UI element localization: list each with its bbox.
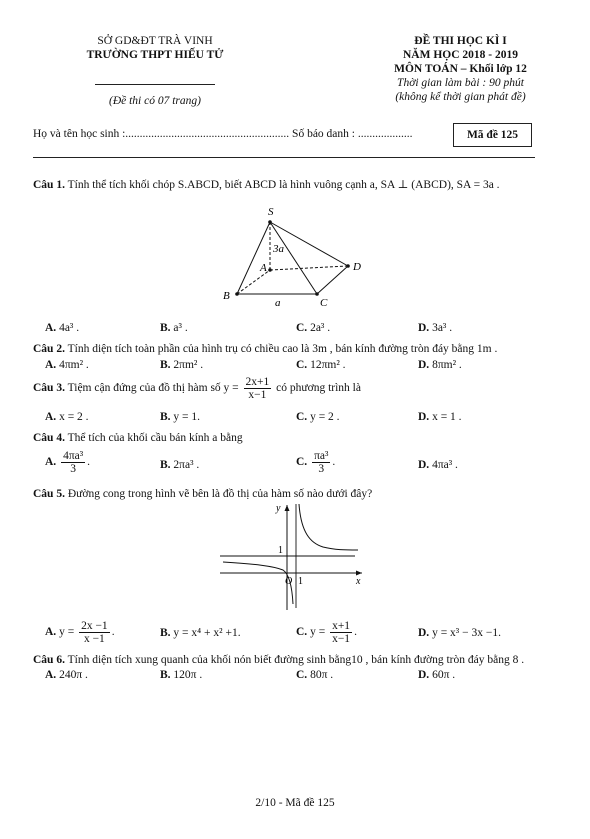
option-d[interactable]: D. x = 1 . <box>418 411 462 423</box>
page-footer: 2/10 - Mã đề 125 <box>255 797 335 809</box>
option-d[interactable]: D. y = x³ − 3x −1. <box>418 627 501 639</box>
option-c[interactable]: C. 80π . <box>296 669 334 681</box>
option-d[interactable]: D. 8πm² . <box>418 359 462 371</box>
edge-sc <box>270 222 317 294</box>
page-count-note: (Đề thi có 07 trang) <box>109 95 201 107</box>
option-b[interactable]: B. 120π . <box>160 669 203 681</box>
student-divider <box>33 157 535 158</box>
question-5-text: Đường cong trong hình vẽ bên là đồ thị của hàm số nào dưới đây? <box>67 488 373 500</box>
y-one-label: 1 <box>278 545 283 556</box>
department-name: SỞ GD&ĐT TRÀ VINH <box>97 35 213 47</box>
x-axis-arrow <box>356 571 362 576</box>
option-b[interactable]: B. a³ . <box>160 322 188 334</box>
exam-header <box>358 34 563 104</box>
curve-right-branch <box>299 504 358 550</box>
vertex-a <box>268 268 272 272</box>
question-5-label: Câu 5. <box>33 488 65 500</box>
student-info-line: Họ và tên học sinh :......................................................... Số báo danh : ................... <box>33 128 413 140</box>
option-c[interactable]: C. y = $\frac{x+1}{x-1}$ . <box>296 620 357 645</box>
option-a[interactable]: A. y = $\frac{2x -1}{x -1}$ . <box>45 620 115 645</box>
question-1 <box>33 178 573 192</box>
option-d[interactable]: D. 60π . <box>418 669 456 681</box>
question-3-text: Tiệm cận đứng của đồ thị hàm số y = <box>67 382 239 395</box>
label-a: A <box>260 262 267 274</box>
option-a[interactable]: A. x = 2 . <box>45 411 89 423</box>
vertex-d <box>346 264 350 268</box>
y-axis-arrow <box>285 505 290 511</box>
question-3 <box>33 376 573 401</box>
label-d: D <box>353 261 361 273</box>
option-a[interactable]: A. 240π . <box>45 669 88 681</box>
option-b[interactable]: B. 2πa³ . <box>160 459 200 471</box>
label-b: B <box>223 290 230 302</box>
label-sa-length: 3a <box>273 243 284 255</box>
edge-ad <box>270 266 348 270</box>
edge-sb <box>237 222 270 294</box>
question-2-label: Câu 2. <box>33 343 65 355</box>
edge-cd <box>317 266 348 294</box>
question-6-options <box>0 669 590 683</box>
question-6-text: Tính diện tích xung quanh của khối nón biết đường sinh bằng10 , bán kính đường tròn đáy bằng 8 . <box>67 654 525 666</box>
x-one-label: 1 <box>298 576 303 587</box>
subject: MÔN TOÁN – Khối lớp 12 <box>394 63 527 75</box>
duration-note: (không kể thời gian phát đề) <box>395 91 526 103</box>
duration: Thời gian làm bài : 90 phút <box>397 77 524 89</box>
label-s: S <box>268 206 274 218</box>
vertex-s <box>268 220 272 224</box>
school-year: NĂM HỌC 2018 - 2019 <box>403 49 518 61</box>
option-c[interactable]: C. 2a³ . <box>296 322 331 334</box>
question-4-label: Câu 4. <box>33 432 65 444</box>
question-3-options <box>0 411 590 425</box>
question-3-fraction: $\frac{2x+1}{x-1}$ <box>245 376 270 401</box>
hyperbola-graph <box>215 500 370 612</box>
question-3-label: Câu 3. <box>33 382 65 395</box>
option-a[interactable]: A. $\frac{\text{4πa³}}{3}$ . <box>45 450 91 475</box>
school-name: TRƯỜNG THPT HIẾU TỬ <box>86 49 224 61</box>
origin-label: O <box>285 576 293 587</box>
question-1-options <box>0 322 590 336</box>
label-bc-length: a <box>275 297 281 309</box>
question-2-options <box>0 359 590 373</box>
question-4-options <box>0 450 590 480</box>
option-d[interactable]: D. 3a³ . <box>418 322 453 334</box>
exam-code-box: Mã đề 125 <box>453 123 532 147</box>
question-4 <box>33 431 573 445</box>
header-divider <box>95 84 215 85</box>
option-c[interactable]: C. $\frac{\text{πa³}}{3}$ . <box>296 450 336 475</box>
question-2-text: Tính diện tích toàn phần của hình trụ có chiều cao là 3m , bán kính đường tròn đáy bằng 1m . <box>67 343 498 355</box>
option-b[interactable]: B. y = x⁴ + x² +1. <box>160 627 241 639</box>
option-a[interactable]: A. 4πm² . <box>45 359 89 371</box>
question-5-options <box>0 620 590 650</box>
question-6-label: Câu 6. <box>33 654 65 666</box>
option-c[interactable]: C. y = 2 . <box>296 411 340 423</box>
question-5 <box>33 487 573 501</box>
option-d[interactable]: D. 4πa³ . <box>418 459 458 471</box>
question-1-text: Tính thể tích khối chóp S.ABCD, biết ABCD là hình vuông cạnh a, SA ⊥ (ABCD), SA = 3a . <box>67 179 500 191</box>
question-6 <box>33 653 573 667</box>
label-c: C <box>320 297 328 309</box>
question-1-label: Câu 1. <box>33 179 65 191</box>
option-a[interactable]: A. 4a³ . <box>45 322 80 334</box>
curve-left-branch <box>223 562 293 604</box>
option-b[interactable]: B. y = 1. <box>160 411 201 423</box>
school-header <box>55 34 255 62</box>
question-3-text-end: có phương trình là <box>276 382 361 395</box>
vertex-b <box>235 292 239 296</box>
question-4-text: Thể tích của khối cầu bán kính a bằng <box>67 432 243 444</box>
y-axis-label: y <box>276 503 281 514</box>
option-c[interactable]: C. 12πm² . <box>296 359 346 371</box>
question-2 <box>33 342 573 356</box>
x-axis-label: x <box>356 576 361 587</box>
pyramid-figure <box>215 200 375 315</box>
option-b[interactable]: B. 2πm² . <box>160 359 204 371</box>
vertex-c <box>315 292 319 296</box>
exam-title: ĐỀ THI HỌC KÌ I <box>414 35 507 47</box>
